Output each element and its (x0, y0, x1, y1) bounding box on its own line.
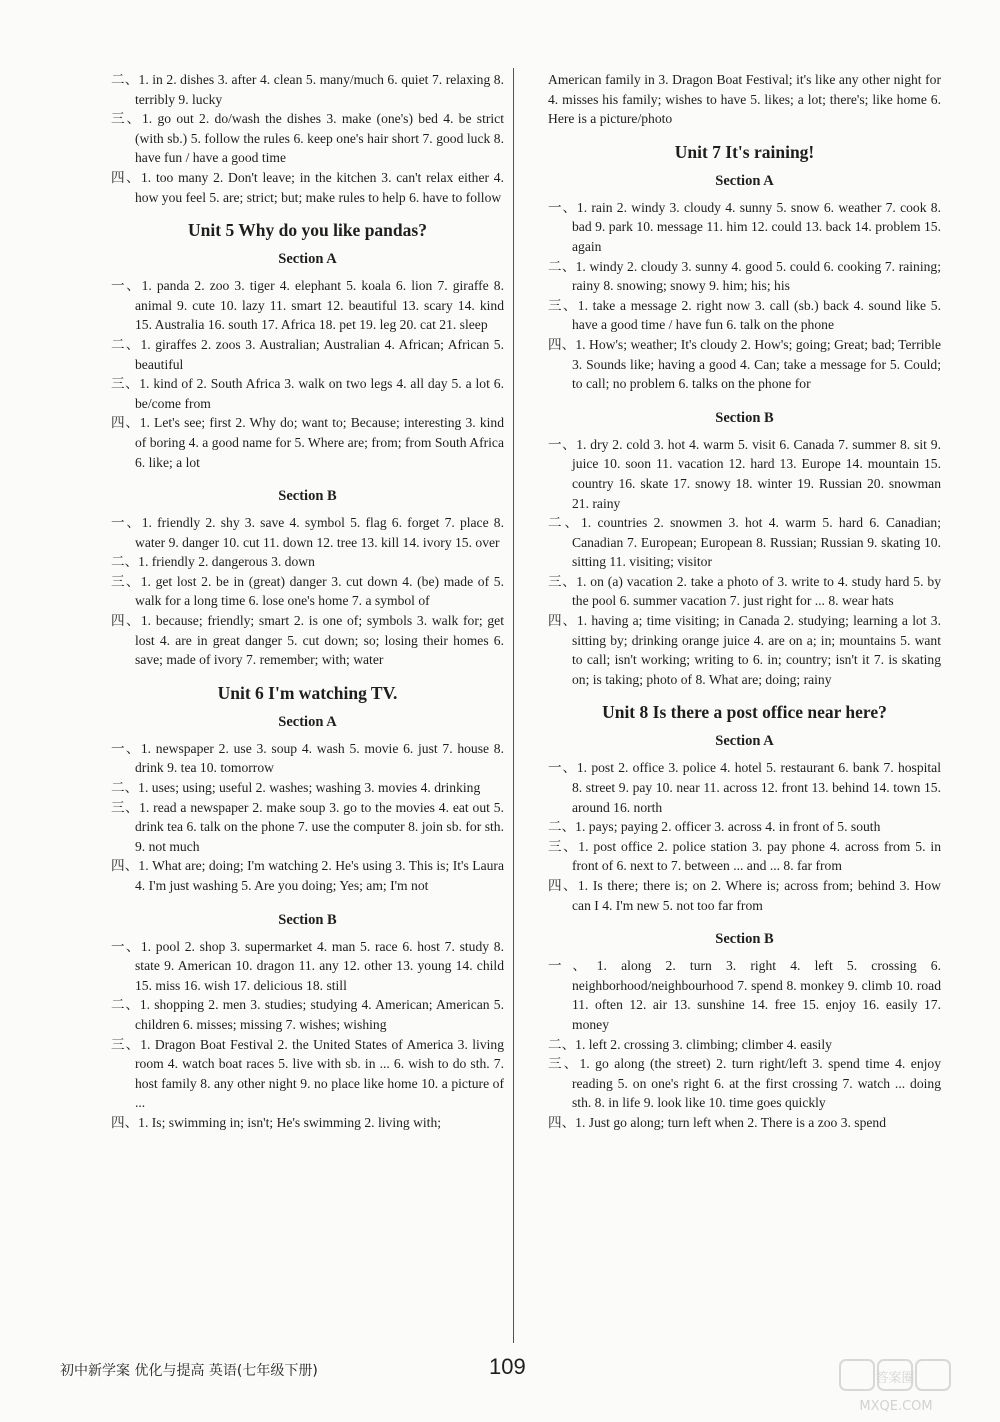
answer-entry: 三、1. read a newspaper 2. make soup 3. go to the movies 4. eat out 5. drink tea 6. talk on the phone 7. use the computer 8. join sb. for sth. 9. not much (111, 799, 504, 854)
answer-entry: 一、1. along 2. turn 3. right 4. left 5. crossing 6. neighborhood/neighbourhood 7. spend 8. monkey 9. climb 10. road 11. often 12. air 13. sunshine 14. free 15. enjoy 16. easily 17. money (548, 958, 941, 1032)
answer-entry: 四、1. Is there; there is; on 2. Where is; across from; behind 3. How can I 4. I'm new 5. not too far from (548, 878, 941, 913)
right-column (548, 70, 941, 1133)
answer-entry: 一、1. rain 2. windy 3. cloudy 4. sunny 5. snow 6. weather 7. cook 8. bad 9. park 10. message 11. him 12. could 13. back 14. problem 15. again (548, 199, 941, 254)
answer-entry: 三、1. on (a) vacation 2. take a photo of 3. write to 4. study hard 5. by the pool 6. summer vacation 7. just right for ... 8. wear hats (548, 573, 941, 609)
answer-entry: 三、1. get lost 2. be in (great) danger 3. cut down 4. (be) made of 5. walk for a long time 6. lose one's home 7. a symbol of (111, 573, 504, 609)
column-divider (513, 68, 514, 1343)
answer-entry: 三、1. post office 2. police station 3. pay phone 4. across from 5. in front of 6. next to 7. between ... and ... 8. far from (548, 838, 941, 874)
section-heading: Section A (278, 251, 337, 268)
answer-entry: 二、1. countries 2. snowmen 3. hot 4. warm 5. hard 6. Canadian; Canadian 7. European; European 8. Russian; Russian 9. skating 10. sitting 11. visiting; visitor (548, 515, 941, 570)
unit-heading: Unit 7 It's raining! (674, 141, 815, 162)
answer-entry: 一、1. newspaper 2. use 3. soup 4. wash 5. movie 6. just 7. house 8. drink 9. tea 10. tomorrow (111, 740, 504, 776)
answer-entry: 三、1. Dragon Boat Festival 2. the United States of America 3. living room 4. watch boat races 5. live with sb. in ... 6. wish to do sth. 7. host family 8. any other night 9. no place like home 10. a picture of ... (111, 1036, 504, 1111)
answer-entry: 三、1. go along (the street) 2. turn right/left 3. spend time 4. enjoy reading 5. on one's right 6. at the first crossing 7. watch ... doing sth. 8. in life 9. look like 10. time goes quickly (548, 1056, 941, 1111)
section-heading: Section B (715, 931, 774, 948)
answer-entry: 二、1. giraffes 2. zoos 3. Australian; Australian 4. African; African 5. beautiful (111, 336, 504, 372)
answer-entry: 二、1. windy 2. cloudy 3. sunny 4. good 5. could 6. cooking 7. raining; rainy 8. snowing; snowy 9. him; his; his (548, 258, 941, 294)
answer-entry: 四、1. Let's see; first 2. Why do; want to; Because; interesting 3. kind of boring 4. a good name for 5. Where are; from; from South Africa 6. like; a lot (111, 415, 504, 470)
answer-entry: 四、1. having a; time visiting; in Canada 2. studying; learning a lot 3. sitting by; drinking orange juice 4. are on a; in; mountains 5. want to call; isn't working; writing to 6. in; country; isn't it 7. is skating on; is taking; photo of 8. What are; doing; rainy (548, 613, 941, 687)
answer-entry: 三、1. go out 2. do/wash the dishes 3. make (one's) bed 4. be strict (with sb.) 5. follow the rules 6. keep one's hair short 7. good luck 8. have fun / have a good time (111, 111, 504, 166)
answer-entry: 二、1. pays; paying 2. officer 3. across 4. in front of 5. south (548, 819, 881, 835)
answer-entry: 三、1. take a message 2. right now 3. call (sb.) back 4. sound like 5. have a good time / have fun 6. talk on the phone (548, 297, 941, 333)
unit-heading: Unit 5 Why do you like pandas? (188, 220, 427, 241)
section-heading: Section A (278, 713, 337, 730)
section-heading: Section A (715, 172, 774, 189)
answer-entry: 一、1. pool 2. shop 3. supermarket 4. man 5. race 6. host 7. study 8. state 9. American 10. dragon 11. any 12. other 13. young 14. child 15. miss 16. wish 17. delicious 18. still (111, 938, 504, 993)
section-heading: Section B (278, 488, 337, 505)
watermark-url: MXQE.COM (859, 1399, 933, 1414)
answer-entry: 二、1. shopping 2. men 3. studies; studying 4. American; American 5. children 6. misses; missing 7. wishes; wishing (111, 997, 504, 1032)
answer-entry: 三、1. kind of 2. South Africa 3. walk on two legs 4. all day 5. a lot 6. be/come from (111, 376, 504, 411)
section-heading: Section A (715, 733, 774, 750)
answer-entry: 二、1. friendly 2. dangerous 3. down (111, 554, 315, 570)
section-heading: Section B (278, 911, 337, 928)
answer-entry: 一、1. panda 2. zoo 3. tiger 4. elephant 5. koala 6. lion 7. giraffe 8. animal 9. cute 10. lazy 11. smart 12. beautiful 13. scary 14. kind 15. Australia 16. south 17. Africa 18. pet 19. leg 20. cat 21. sleep (111, 278, 504, 333)
answer-entry: 二、1. left 2. crossing 3. climbing; climber 4. easily (548, 1036, 832, 1052)
answer-entry: 一、1. friendly 2. shy 3. save 4. symbol 5. flag 6. forget 7. place 8. water 9. danger 10. cut 11. down 12. tree 13. kill 14. ivory 15. over (111, 515, 504, 550)
answer-entry: 一、1. dry 2. cold 3. hot 4. warm 5. visit 6. Canada 7. summer 8. sit 9. juice 10. soon 11. vacation 12. hard 13. Europe 14. mountain 15. country 16. skate 17. snowy 18. winter 19. Russian 20. snowman 21. rainy (548, 436, 941, 511)
book-title: 初中新学案 优化与提高 英语(七年级下册) (60, 1363, 318, 1379)
left-column (111, 70, 504, 1133)
answer-entry: 四、1. Just go along; turn left when 2. There is a zoo 3. spend (548, 1114, 887, 1130)
answer-entry: American family in 3. Dragon Boat Festival; it's like any other night for 4. misses his family; wishes to have 5. likes; a lot; there's; like home 6. Here is a picture/photo (548, 72, 941, 127)
answer-entry: 一、1. post 2. office 3. police 4. hotel 5. restaurant 6. bank 7. hospital 8. street 9. pay 10. near 11. across 12. front 13. behind 14. town 15. around 16. north (548, 760, 941, 815)
answer-entry: 四、1. too many 2. Don't leave; in the kitchen 3. can't relax either 4. how you feel 5. are; strict; but; make rules to help 6. have to follow (111, 169, 504, 205)
section-heading: Section B (715, 409, 774, 426)
answer-entry: 二、1. in 2. dishes 3. after 4. clean 5. many/much 6. quiet 7. relaxing 8. terribly 9. lucky (111, 72, 504, 107)
watermark-logo-text: 答案圈 (875, 1371, 915, 1386)
watermark-logo (836, 1356, 986, 1418)
answer-entry: 四、1. because; friendly; smart 2. is one of; symbols 3. walk for; get lost 4. are in great danger 5. cut down; so; losing their homes 6. save; made of ivory 7. remember; with; water (111, 613, 504, 668)
answer-entry: 四、1. How's; weather; It's cloudy 2. How's; going; Great; bad; Terrible 3. Sounds like; having a good 4. Can; take a message for 5. Could; to call; no problem 6. talks on the phone for (548, 336, 941, 392)
answer-entry: 四、1. Is; swimming in; isn't; He's swimming 2. living with; (111, 1114, 442, 1130)
answer-entry: 二、1. uses; using; useful 2. washes; washing 3. movies 4. drinking (111, 780, 481, 796)
answer-entry: 四、1. What are; doing; I'm watching 2. He's using 3. This is; It's Laura 4. I'm just washing 5. Are you doing; Yes; am; I'm not (111, 858, 504, 893)
unit-heading: Unit 8 Is there a post office near here? (602, 702, 887, 723)
page-number: 109 (489, 1354, 526, 1379)
unit-heading: Unit 6 I'm watching TV. (217, 682, 398, 703)
